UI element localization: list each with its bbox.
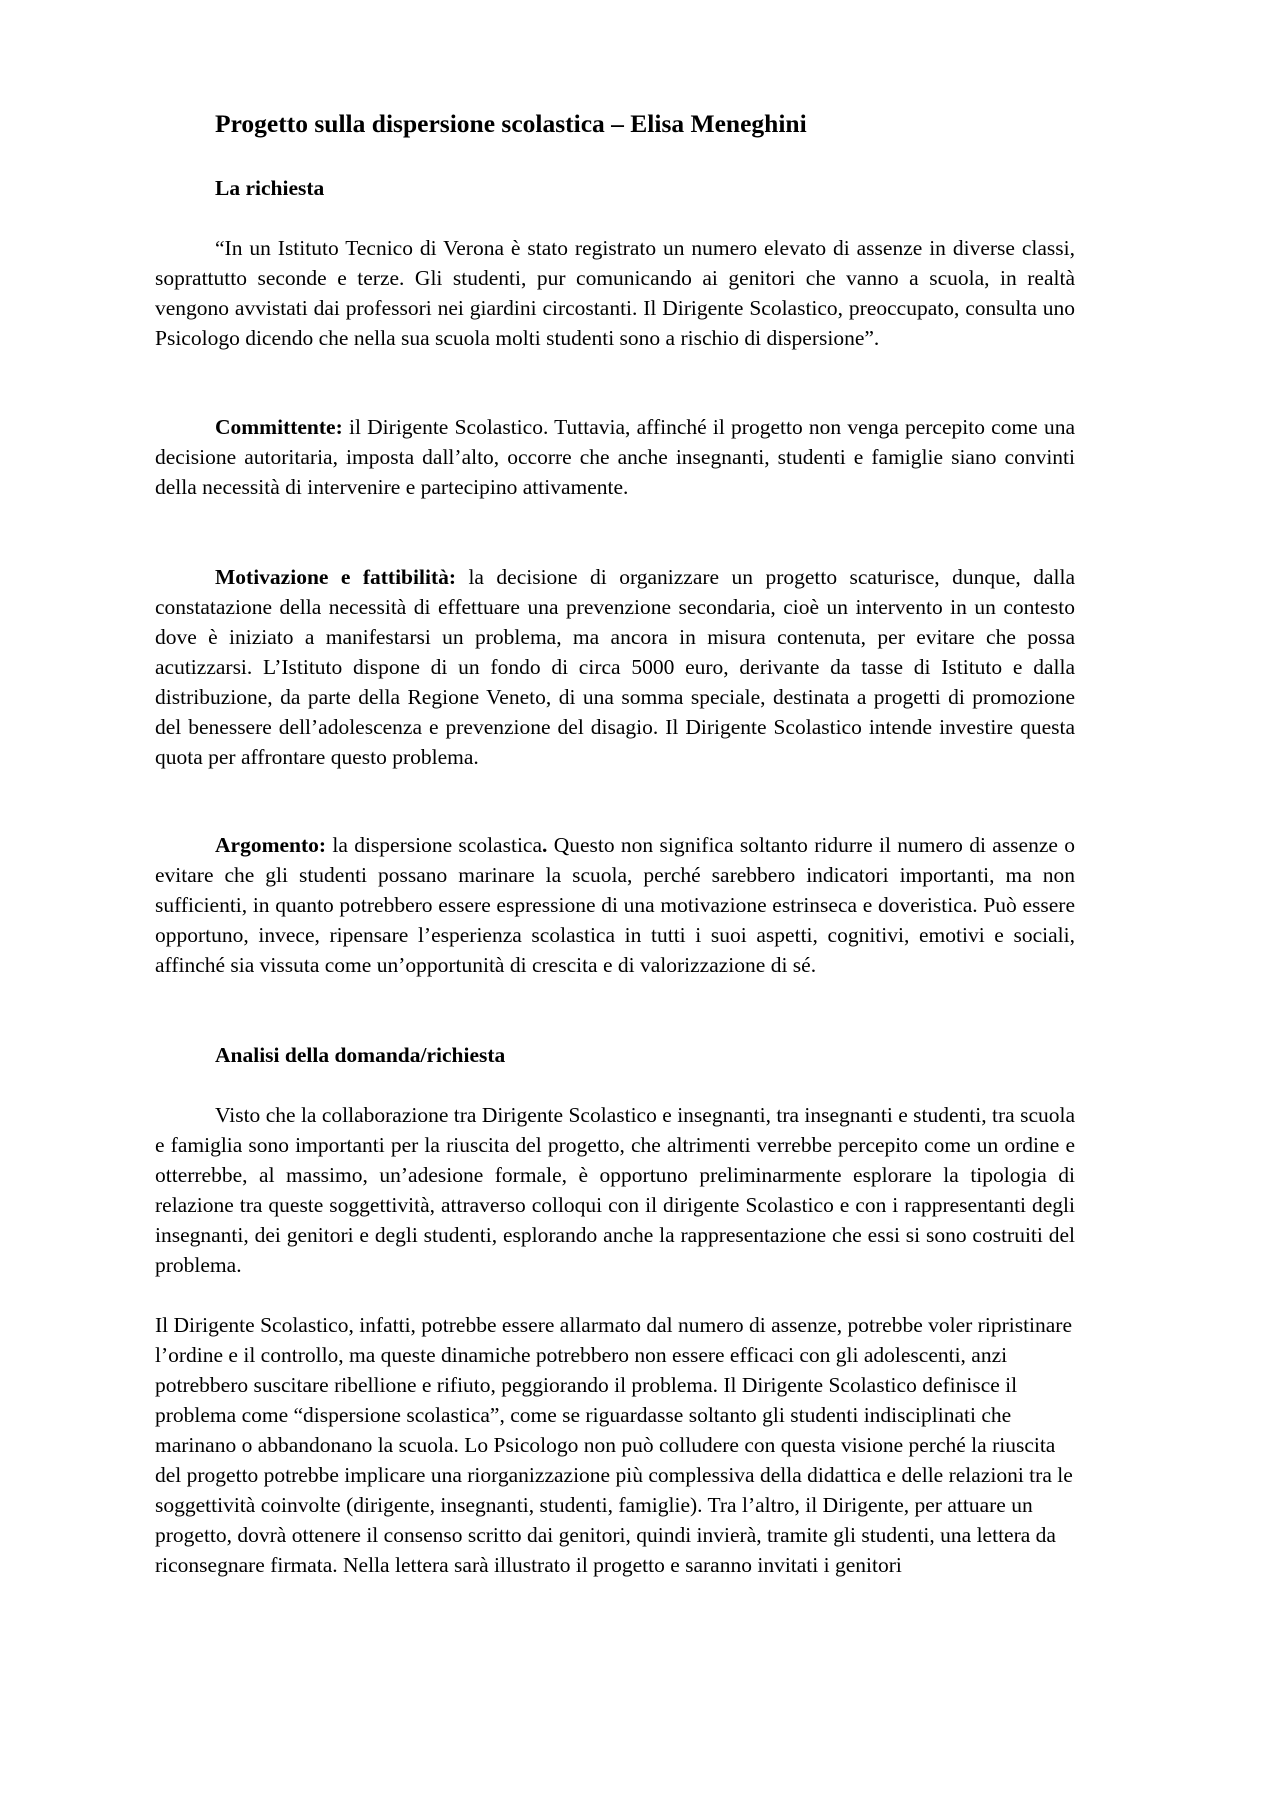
motivazione-paragraph: [155, 562, 1075, 772]
heading-request: La richiesta: [215, 176, 325, 200]
heading-analysis: Analisi della domanda/richiesta: [215, 1043, 506, 1067]
motivazione-text: la decisione di organizzare un progetto scaturisce, dunque, dalla constatazione della necessità di effettuare una prevenzione secondaria, cioè un intervento in un contesto dove è iniziato a manifestarsi un problema, ma ancora in misura contenuta, per evitare che possa acutizzarsi. L’Istituto dispone di un fondo di circa 5000 euro, derivante da tasse di Istituto e dalla distribuzione, da parte della Regione Veneto, di una somma speciale, destinata a progetti di promozione del benessere dell’adolescenza e prevenzione del disagio. Il Dirigente Scolastico intende investire questa quota per affrontare questo problema.: [155, 565, 1075, 769]
motivazione-label: Motivazione e fattibilità:: [215, 565, 457, 589]
argomento-text: la dispersione scolastica: [326, 833, 543, 857]
request-paragraph: “In un Istituto Tecnico di Verona è stato registrato un numero elevato di assenze in diverse classi, soprattutto seconde e terze. Gli studenti, pur comunicando ai genitori che vanno a scuola, in realtà vengono avvistati dai professori nei giardini circostanti. Il Dirigente Scolastico, preoccupato, consulta uno Psicologo dicendo che nella sua scuola molti studenti sono a rischio di dispersione”.: [155, 236, 1075, 350]
argomento-paragraph: [155, 830, 1075, 980]
committente-label: Committente:: [215, 415, 343, 439]
argomento-period: .: [542, 833, 548, 857]
argomento-label: Argomento:: [215, 833, 327, 857]
committente-text: il Dirigente Scolastico. Tuttavia, affinché il progetto non venga percepito come una decisione autoritaria, imposta dall’alto, occorre che anche insegnanti, studenti e famiglie siano convinti della necessità di intervenire e partecipino attivamente.: [155, 415, 1075, 499]
committente-paragraph: [155, 412, 1075, 502]
analysis-paragraph-1: Visto che la collaborazione tra Dirigente Scolastico e insegnanti, tra insegnanti e studenti, tra scuola e famiglia sono importanti per la riuscita del progetto, che altrimenti verrebbe percepito come un ordine e otterrebbe, al massimo, un’adesione formale, è opportuno preliminarmente esplorare la tipologia di relazione tra queste soggettività, attraverso colloqui con il dirigente Scolastico e con i rappresentanti degli insegnanti, dei genitori e degli studenti, esplorando anche la rappresentazione che essi si sono costruiti del problema.: [155, 1103, 1075, 1277]
argomento-rest: Questo non significa soltanto ridurre il numero di assenze o evitare che gli studenti possano marinare la scuola, perché sarebbero indicatori importanti, ma non sufficienti, in quanto potrebbero essere espressione di una motivazione estrinseca e doveristica. Può essere opportuno, invece, ripensare l’esperienza scolastica in tutti i suoi aspetti, cognitivi, emotivi e sociali, affinché sia vissuta come un’opportunità di crescita e di valorizzazione di sé.: [155, 833, 1075, 977]
analysis-paragraph-2: Il Dirigente Scolastico, infatti, potrebbe essere allarmato dal numero di assenze, potrebbe voler ripristinare l’ordine e il controllo, ma queste dinamiche potrebbero non essere efficaci con gli adolescenti, anzi potrebbero suscitare ribellione e rifiuto, peggiorando il problema. Il Dirigente Scolastico definisce il problema come “dispersione scolastica”, come se riguardasse soltanto gli studenti indisciplinati che marinano o abbandonano la scuola. Lo Psicologo non può colludere con questa visione perché la riuscita del progetto potrebbe implicare una riorganizzazione più complessiva della didattica e delle relazioni tra le soggettività coinvolte (dirigente, insegnanti, studenti, famiglie). Tra l’altro, il Dirigente, per attuare un progetto, dovrà ottenere il consenso scritto dai genitori, quindi invierà, tramite gli studenti, una lettera da riconsegnare firmata. Nella lettera sarà illustrato il progetto e saranno invitati i genitori: [155, 1313, 1073, 1577]
document-title: Progetto sulla dispersione scolastica – Elisa Meneghini: [215, 109, 807, 138]
